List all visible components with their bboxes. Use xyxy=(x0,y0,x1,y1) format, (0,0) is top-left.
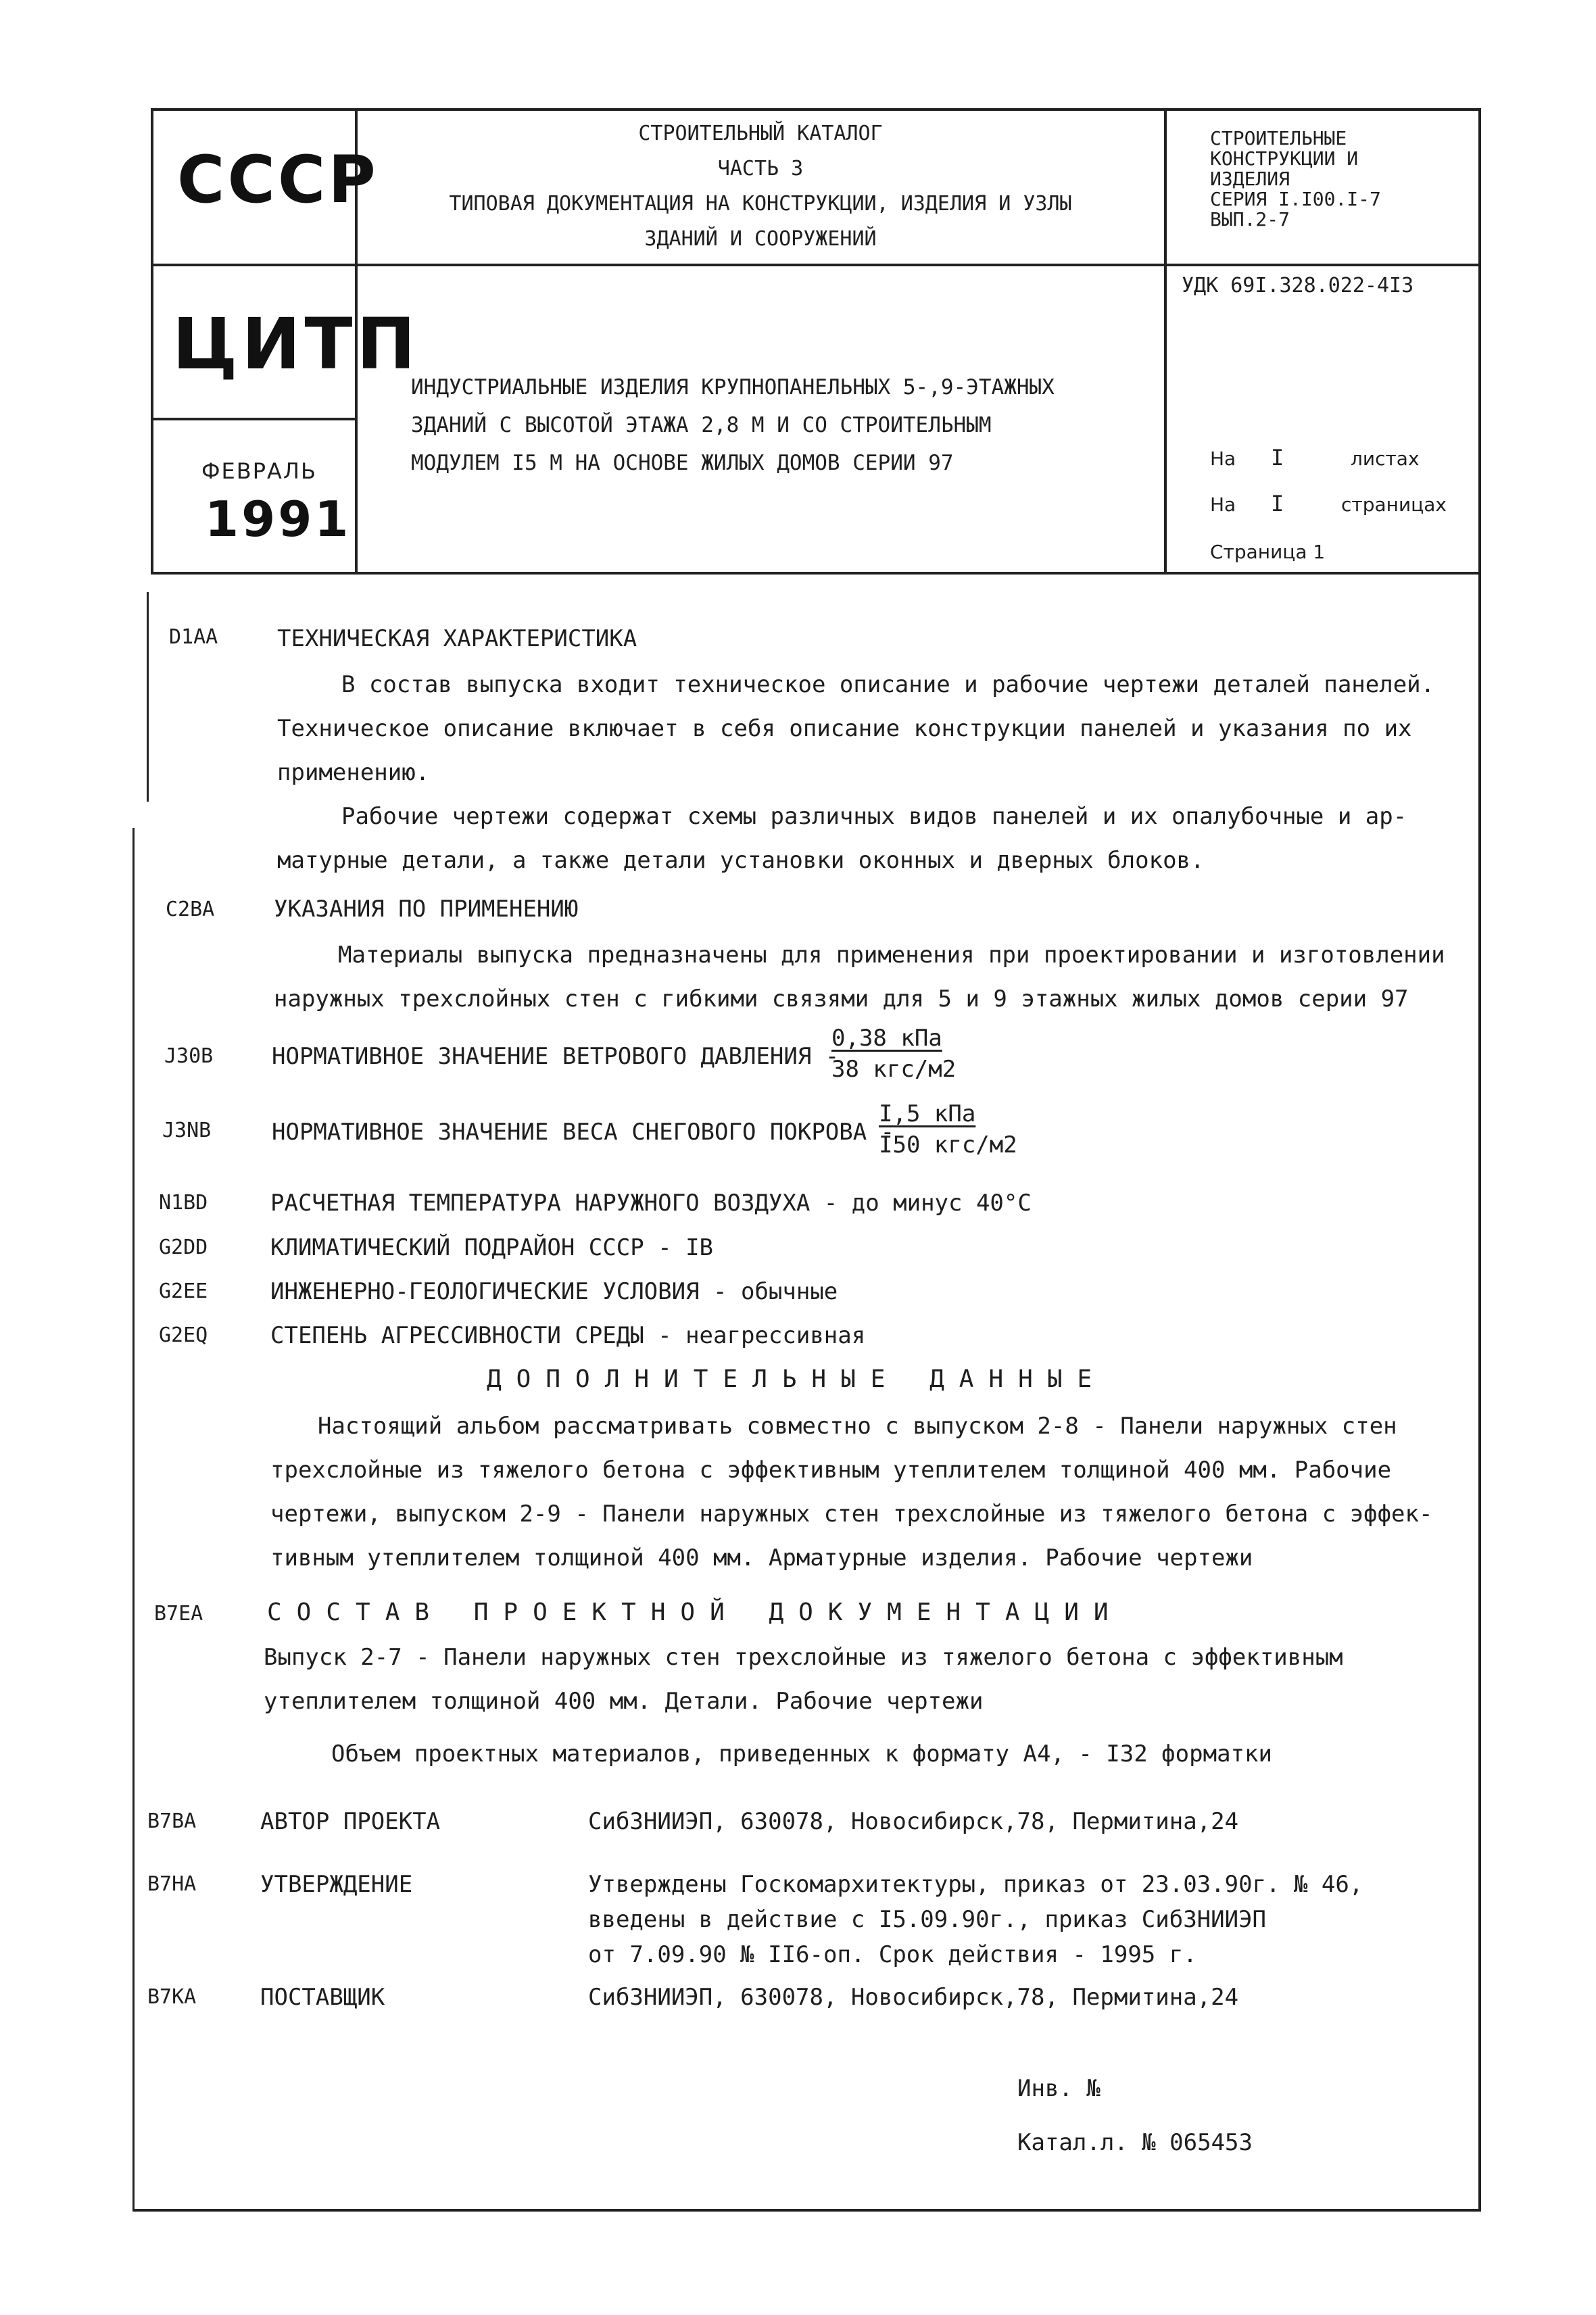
frame-left-header xyxy=(151,108,153,575)
section-code: B7KA xyxy=(147,1985,197,2009)
paragraph-line: Материалы выпуска предназначены для применения при проектировании и изготовлении xyxy=(338,942,1445,969)
title-block xyxy=(411,368,1055,482)
sheets-label: листах xyxy=(1351,447,1420,470)
author-label: АВТОР ПРОЕКТА xyxy=(260,1808,441,1835)
section-code: B7BA xyxy=(147,1809,197,1833)
climate-subregion: КЛИМАТИЧЕСКИЙ ПОДРАЙОН СССР - IB xyxy=(270,1234,714,1261)
snow-load-value xyxy=(879,1100,1017,1159)
paragraph-line: В состав выпуска входит техническое описание и рабочие чертежи деталей панелей. xyxy=(341,671,1435,698)
frame-top xyxy=(151,108,1481,111)
citp-logo: ЦИТП xyxy=(172,303,420,385)
series-line: ИЗДЕЛИЯ xyxy=(1210,168,1290,190)
series-line: СЕРИЯ I.I00.I-7 xyxy=(1210,188,1381,210)
approval-line: Утверждены Госкомархитектуры, приказ от 23.03.90г. № 46, xyxy=(588,1871,1363,1898)
paragraph-line: тивным утеплителем толщиной 400 мм. Арматурные изделия. Рабочие чертежи xyxy=(270,1544,1253,1571)
environment-aggressiveness: СТЕПЕНЬ АГРЕССИВНОСТИ СРЕДЫ - неагрессивная xyxy=(270,1322,866,1349)
series-line: КОНСТРУКЦИИ И xyxy=(1210,147,1359,170)
section-code: J3NB xyxy=(162,1119,212,1142)
paragraph-line: Рабочие чертежи содержат схемы различных видов панелей и их опалубочные и ар- xyxy=(341,803,1407,830)
issue-year: 1991 xyxy=(205,491,352,547)
geological-conditions: ИНЖЕНЕРНО-ГЕОЛОГИЧЕСКИЕ УСЛОВИЯ - обычные xyxy=(270,1278,838,1305)
snow-load-kgf: I50 кгс/м2 xyxy=(879,1131,1017,1159)
supplier-value: СибЗНИИЭП, 630078, Новосибирск,78, Пермитина,24 xyxy=(588,1984,1239,2011)
snow-load-label: НОРМАТИВНОЕ ЗНАЧЕНИЕ ВЕСА СНЕГОВОГО ПОКРОВА - xyxy=(272,1119,895,1146)
catalog-line: ТИПОВАЯ ДОКУМЕНТАЦИЯ НА КОНСТРУКЦИИ, ИЗДЕЛИЯ И УЗЛЫ xyxy=(449,192,1072,216)
section-code: G2EE xyxy=(159,1280,208,1303)
snow-load-kpa: I,5 кПа xyxy=(879,1100,976,1127)
pages-label: страницах xyxy=(1341,493,1447,516)
wind-pressure-kpa: 0,38 кПа xyxy=(831,1025,942,1052)
paragraph-line: Выпуск 2-7 - Панели наружных стен трехслойные из тяжелого бетона с эффективным xyxy=(264,1644,1343,1671)
section-code: G2EQ xyxy=(159,1323,208,1347)
catalog-line: ЗДАНИЙ И СООРУЖЕНИЙ xyxy=(644,227,877,251)
volume-line: Объем проектных материалов, приведенных к формату А4, - I32 форматки xyxy=(331,1740,1272,1768)
paragraph-line: применению. xyxy=(277,759,430,786)
divider-h1 xyxy=(151,264,1481,266)
divider-h2-left xyxy=(151,418,356,420)
udk-code: УДК 69I.328.022-4I3 xyxy=(1182,274,1414,297)
page-number: Страница 1 xyxy=(1210,541,1326,563)
section-code: G2DD xyxy=(159,1236,208,1259)
section-code: B7EA xyxy=(154,1602,203,1626)
wind-pressure-label: НОРМАТИВНОЕ ЗНАЧЕНИЕ ВЕТРОВОГО ДАВЛЕНИЯ - xyxy=(272,1043,840,1070)
section-title: ТЕХНИЧЕСКАЯ ХАРАКТЕРИСТИКА xyxy=(277,625,637,652)
frame-bottom xyxy=(132,2209,1481,2212)
frame-left-body-a xyxy=(147,592,149,802)
catalog-line: СТРОИТЕЛЬНЫЙ КАТАЛОГ xyxy=(638,122,883,145)
pages-na: На xyxy=(1210,493,1236,516)
approval-line: введены в действие с I5.09.90г., приказ СибЗНИИЭП xyxy=(588,1906,1267,1933)
section-code: D1AA xyxy=(169,625,218,649)
section-code: N1BD xyxy=(159,1191,208,1215)
paragraph-line: трехслойные из тяжелого бетона с эффективным утеплителем толщиной 400 мм. Рабочие xyxy=(270,1457,1392,1484)
frame-right xyxy=(1478,108,1481,2212)
outdoor-temperature: РАСЧЕТНАЯ ТЕМПЕРАТУРА НАРУЖНОГО ВОЗДУХА - до минус 40°С xyxy=(270,1190,1032,1217)
approval-label: УТВЕРЖДЕНИЕ xyxy=(260,1871,413,1898)
pages-count: I xyxy=(1271,491,1284,516)
paragraph-line: Настоящий альбом рассматривать совместно с выпуском 2-8 - Панели наружных стен xyxy=(318,1413,1397,1440)
paragraph-line: наружных трехслойных стен с гибкими связями для 5 и 9 этажных жилых домов серии 97 xyxy=(274,985,1409,1013)
catalog-sheet-number: Катал.л. № 065453 xyxy=(1017,2129,1253,2156)
inventory-number: Инв. № xyxy=(1017,2075,1101,2102)
supplier-label: ПОСТАВЩИК xyxy=(260,1984,385,2011)
divider-header-bottom xyxy=(151,572,1481,575)
section-code: B7HA xyxy=(147,1872,197,1896)
section-title: СОСТАВ ПРОЕКТНОЙ ДОКУМЕНТАЦИИ xyxy=(267,1599,1123,1626)
frame-left-body-b xyxy=(132,828,135,2210)
title-line: МОДУЛЕМ I5 М НА ОСНОВЕ ЖИЛЫХ ДОМОВ СЕРИИ 97 xyxy=(411,451,954,475)
issue-month: ФЕВРАЛЬ xyxy=(201,458,317,484)
ussr-logo: СССР xyxy=(177,142,379,218)
extra-data-title: ДОПОЛНИТЕЛЬНЫЕ ДАННЫЕ xyxy=(487,1365,1107,1393)
series-line: СТРОИТЕЛЬНЫЕ xyxy=(1210,127,1347,149)
paragraph-line: утеплителем толщиной 400 мм. Детали. Рабочие чертежи xyxy=(264,1688,984,1715)
section-code: C2BA xyxy=(166,898,215,921)
author-value: СибЗНИИЭП, 630078, Новосибирск,78, Пермитина,24 xyxy=(588,1808,1239,1835)
paragraph-line: Техническое описание включает в себя описание конструкции панелей и указания по их xyxy=(277,715,1412,742)
sheets-count: I xyxy=(1271,445,1284,470)
paragraph-line: чертежи, выпуском 2-9 - Панели наружных стен трехслойные из тяжелого бетона с эффек- xyxy=(270,1501,1433,1528)
section-title: УКАЗАНИЯ ПО ПРИМЕНЕНИЮ xyxy=(274,896,579,923)
series-line: ВЫП.2-7 xyxy=(1210,208,1290,230)
wind-pressure-kgf: 38 кгс/м2 xyxy=(831,1056,957,1083)
series-block xyxy=(1210,128,1381,230)
approval-line: от 7.09.90 № II6-оп. Срок действия - 1995 г. xyxy=(588,1941,1197,1968)
wind-pressure-value xyxy=(831,1025,956,1083)
divider-right-col xyxy=(1164,108,1167,575)
section-code: J30B xyxy=(164,1044,214,1068)
catalog-block xyxy=(365,116,1156,257)
paragraph-line: матурные детали, а также детали установки оконных и дверных блоков. xyxy=(277,847,1205,874)
catalog-line: ЧАСТЬ 3 xyxy=(717,157,804,180)
title-line: ИНДУСТРИАЛЬНЫЕ ИЗДЕЛИЯ КРУПНОПАНЕЛЬНЫХ 5-,9-ЭТАЖНЫХ xyxy=(411,375,1055,399)
sheets-na: На xyxy=(1210,447,1236,470)
title-line: ЗДАНИЙ С ВЫСОТОЙ ЭТАЖА 2,8 М И СО СТРОИТЕЛЬНЫМ xyxy=(411,413,992,437)
